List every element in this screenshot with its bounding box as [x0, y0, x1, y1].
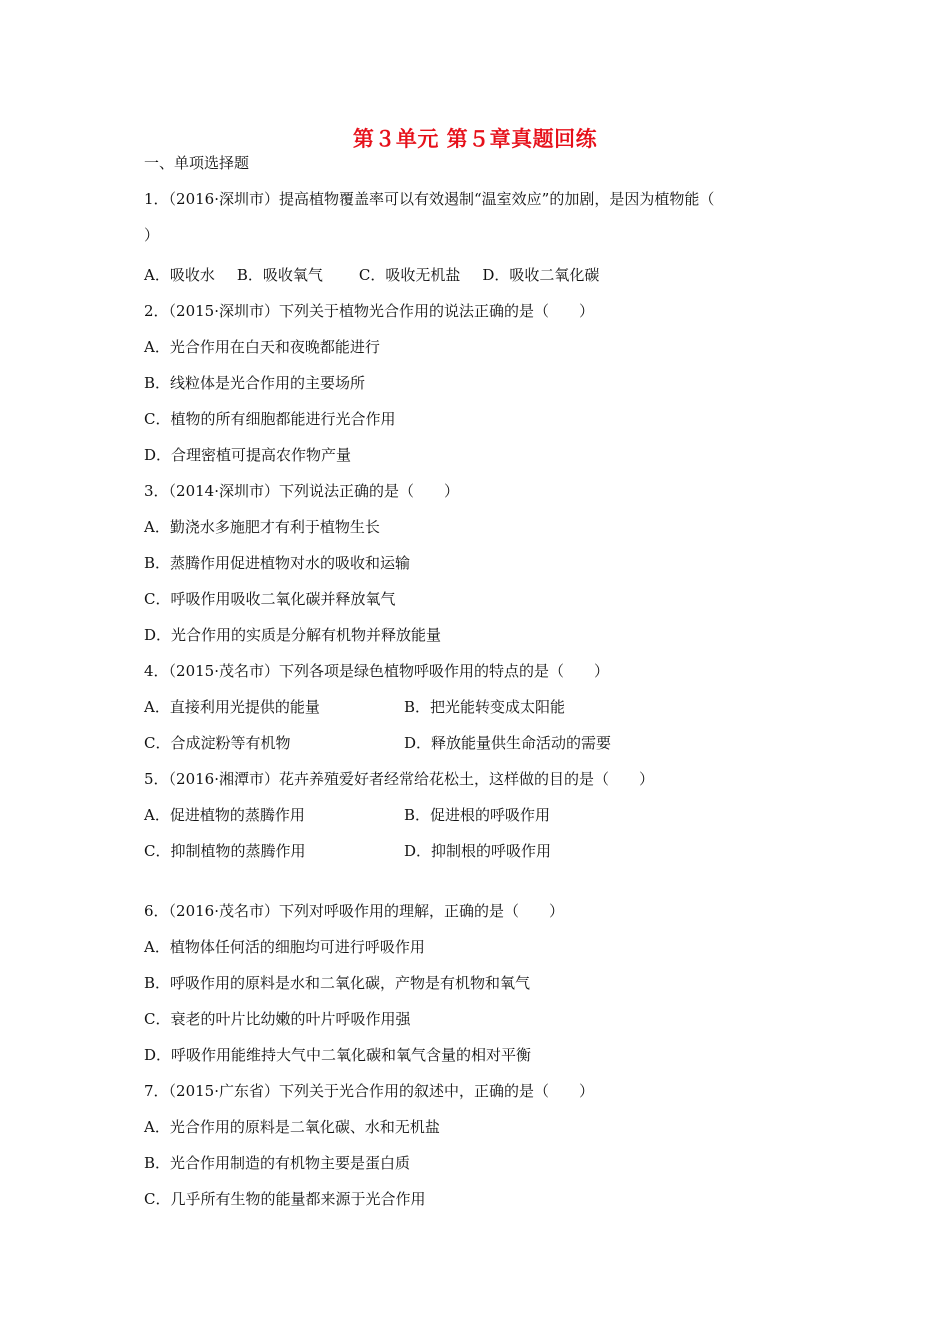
question-7-option-c: C．几乎所有生物的能量都来源于光合作用	[144, 1190, 426, 1208]
question-2-option-c: C．植物的所有细胞都能进行光合作用	[144, 410, 396, 428]
page-title: 第３单元 第５章真题回练	[352, 127, 598, 151]
question-7-stem: 7．（2015·广东省）下列关于光合作用的叙述中，正确的是（ ）	[144, 1082, 594, 1100]
question-1-stem: 1．（2016·深圳市）提高植物覆盖率可以有效遏制“温室效应”的加剧，是因为植物能（	[144, 190, 715, 208]
question-1-option-d: D．吸收二氧化碳	[482, 266, 600, 284]
question-1-options	[144, 265, 599, 285]
question-6-option-b: B．呼吸作用的原料是水和二氧化碳，产物是有机物和氧气	[144, 974, 531, 992]
question-1-stem-continued: ）	[144, 226, 160, 244]
question-2-option-a: A．光合作用在白天和夜晚都能进行	[144, 338, 380, 356]
question-6-option-a: A．植物体任何活的细胞均可进行呼吸作用	[144, 938, 425, 956]
question-2-option-b: B．线粒体是光合作用的主要场所	[144, 374, 366, 392]
question-2-stem: 2．（2015·深圳市）下列关于植物光合作用的说法正确的是（ ）	[144, 302, 594, 320]
question-1-option-c: C．吸收无机盐	[358, 266, 461, 284]
question-5-option-b: B．促进根的呼吸作用	[404, 806, 551, 824]
question-5-option-a: A．促进植物的蒸腾作用	[144, 806, 305, 824]
section-heading: 一、单项选择题	[144, 154, 250, 172]
question-4-option-a: A．直接利用光提供的能量	[144, 698, 320, 716]
question-6-option-c: C．衰老的叶片比幼嫩的叶片呼吸作用强	[144, 1010, 411, 1028]
question-6-stem: 6．（2016·茂名市）下列对呼吸作用的理解，正确的是（ ）	[144, 902, 564, 920]
question-1-option-a: A．吸收水	[144, 266, 215, 284]
question-4-option-c: C．合成淀粉等有机物	[144, 734, 291, 752]
question-3-option-b: B．蒸腾作用促进植物对水的吸收和运输	[144, 554, 411, 572]
question-4-option-b: B．把光能转变成太阳能	[404, 698, 566, 716]
question-1-option-b: B．吸收氧气	[236, 266, 323, 284]
question-5-option-d: D．抑制根的呼吸作用	[404, 842, 552, 860]
question-2-option-d: D．合理密植可提高农作物产量	[144, 446, 352, 464]
question-5-option-c: C．抑制植物的蒸腾作用	[144, 842, 306, 860]
question-6-option-d: D．呼吸作用能维持大气中二氧化碳和氧气含量的相对平衡	[144, 1046, 532, 1064]
question-4-stem: 4．（2015·茂名市）下列各项是绿色植物呼吸作用的特点的是（ ）	[144, 662, 609, 680]
question-5-stem: 5．（2016·湘潭市）花卉养殖爱好者经常给花松土，这样做的目的是（ ）	[144, 770, 654, 788]
question-4-option-d: D．释放能量供生命活动的需要	[404, 734, 612, 752]
question-7-option-a: A．光合作用的原料是二氧化碳、水和无机盐	[144, 1118, 440, 1136]
question-3-stem: 3．（2014·深圳市）下列说法正确的是（ ）	[144, 482, 459, 500]
question-3-option-c: C．呼吸作用吸收二氧化碳并释放氧气	[144, 590, 396, 608]
question-3-option-d: D．光合作用的实质是分解有机物并释放能量	[144, 626, 442, 644]
question-3-option-a: A．勤浇水多施肥才有利于植物生长	[144, 518, 380, 536]
question-7-option-b: B．光合作用制造的有机物主要是蛋白质	[144, 1154, 411, 1172]
